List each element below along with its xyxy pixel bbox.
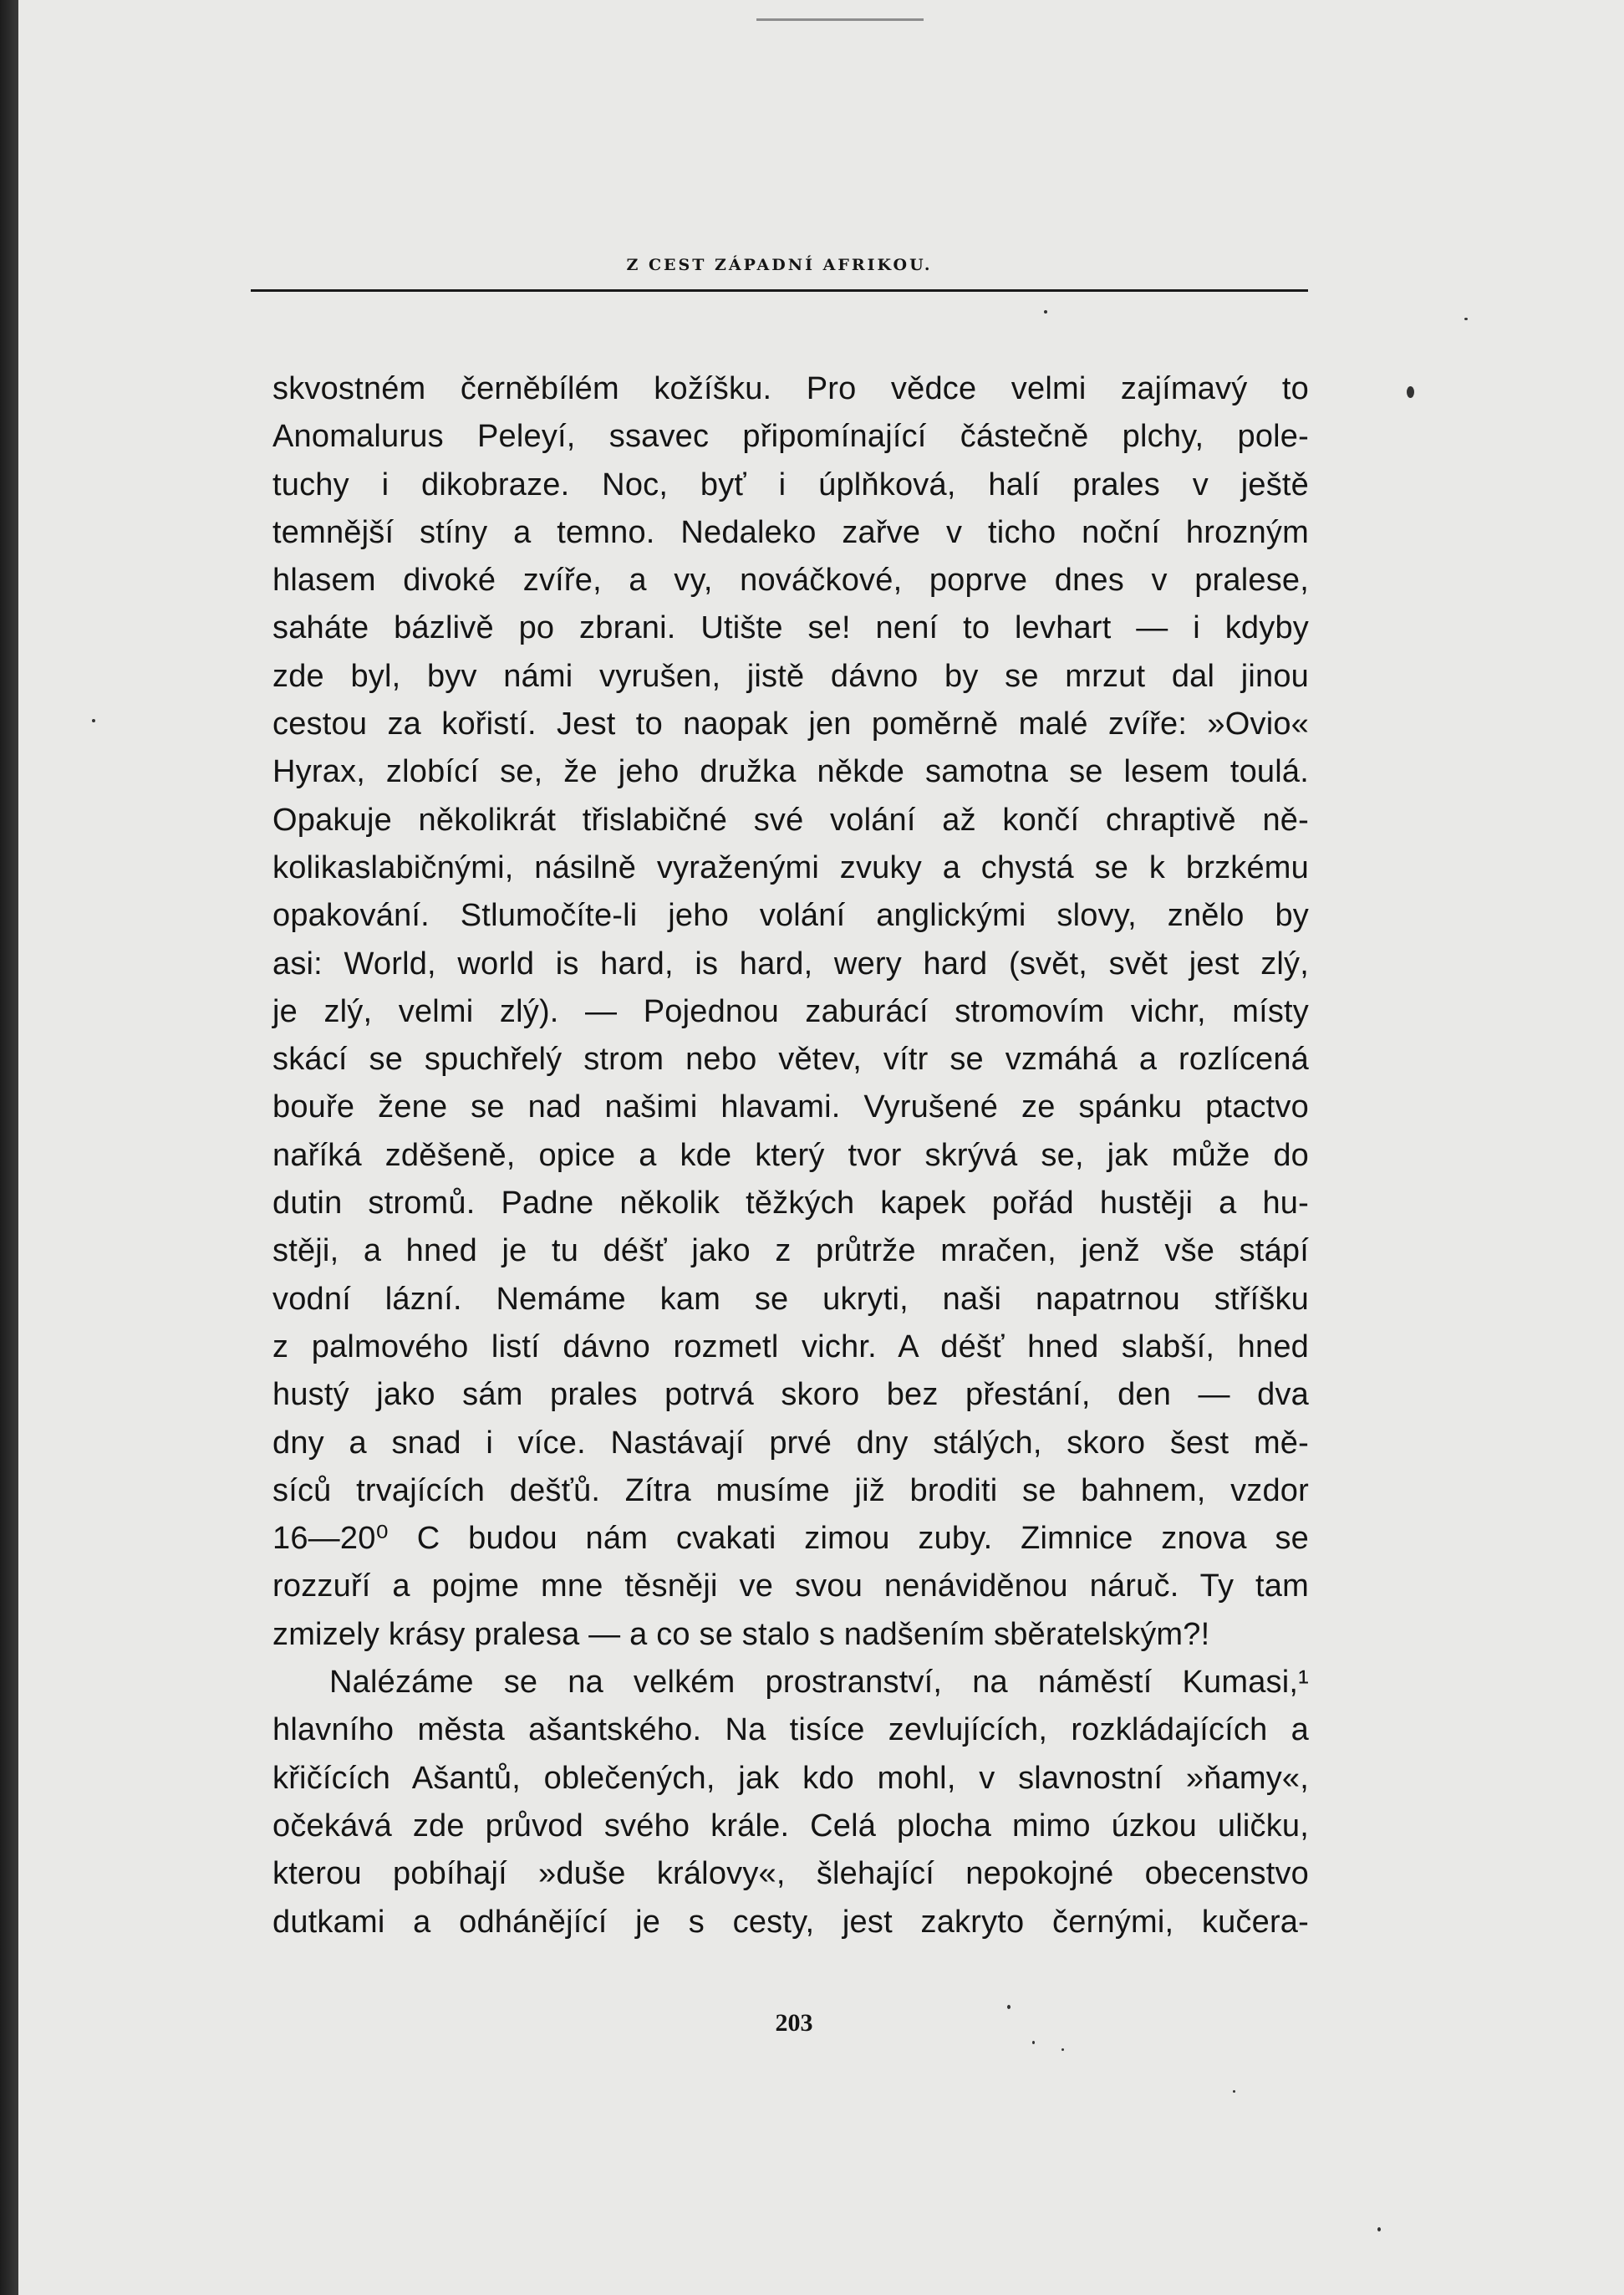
text-line: rozzuří a pojme mne těsněji ve svou nenáviděnou náruč. Ty tam <box>272 1568 1309 1604</box>
text-line: opakování. Stlumočíte-li jeho volání anglickými slovy, znělo by <box>272 898 1309 934</box>
text-line: očekává zde průvod svého krále. Celá plocha mimo úzkou uličku, <box>272 1808 1309 1844</box>
text-line: naříká zděšeně, opice a kde který tvor skrývá se, jak může do <box>272 1137 1309 1173</box>
page-number: 203 <box>775 2009 813 2037</box>
text-line: stěji, a hned je tu déšť jako z průtrže mračen, jenž vše stápí <box>272 1233 1309 1269</box>
paragraph-end-line: zmizely krásy pralesa — a co se stalo s nadšením sběratelským?! <box>272 1616 1210 1652</box>
scan-edge <box>0 0 18 2295</box>
ink-speck <box>92 719 95 722</box>
text-line: 16—20⁰ C budou nám cvakati zimou zuby. Zimnice znova se <box>272 1521 1309 1557</box>
text-line: kolikaslabičnými, násilně vyraženými zvuky a chystá se k brzkému <box>272 849 1309 885</box>
text-line: cestou za kořistí. Jest to naopak jen poměrně malé zvíře: »Ovio« <box>272 706 1309 742</box>
text-line: dutin stromů. Padne několik těžkých kapek pořád hustěji a hu- <box>272 1186 1309 1221</box>
text-line: Hyrax, zlobící se, že jeho družka někde samotna se lesem toulá. <box>272 754 1309 790</box>
text-line: hustý jako sám prales potrvá skoro bez přestání, den — dva <box>272 1377 1309 1413</box>
text-line: vodní lázní. Nemáme kam se ukryti, naši napatrnou stříšku <box>272 1281 1309 1317</box>
text-line: Anomalurus Peleyí, ssavec připomínající částečně plchy, pole- <box>272 419 1309 455</box>
text-line: hlasem divoké zvíře, a vy, nováčkové, poprve dnes v pralese, <box>272 563 1309 599</box>
ink-speck <box>1032 2041 1035 2044</box>
text-line: z palmového listí dávno rozmetl vichr. A déšť hned slabší, hned <box>272 1329 1309 1364</box>
text-line: zde byl, byv námi vyrušen, jistě dávno by se mrzut dal jinou <box>272 658 1309 694</box>
text-line: skácí se spuchřelý strom nebo větev, vítr se vzmáhá a rozlícená <box>272 1042 1309 1078</box>
text-line: temnější stíny a temno. Nedaleko zařve v ticho noční hrozným <box>272 514 1309 550</box>
header-rule <box>251 289 1308 292</box>
text-line: dny a snad i více. Nastávají prvé dny stálých, skoro šest mě- <box>272 1425 1309 1461</box>
scan-artifact-top <box>756 18 924 21</box>
text-line: je zlý, velmi zlý). — Pojednou zaburácí stromovím vichr, místy <box>272 993 1309 1029</box>
text-line: dutkami a odhánějící je s cesty, jest zakryto černými, kučera- <box>272 1904 1309 1940</box>
paragraph-start-line: Nalézáme se na velkém prostranství, na náměstí Kumasi,¹ <box>329 1665 1309 1701</box>
text-line: Opakuje několikrát třislabičné své volání až končí chraptivě ně- <box>272 802 1309 838</box>
text-line: křičících Ašantů, oblečených, jak kdo mohl, v slavnostní »ňamy«, <box>272 1760 1309 1796</box>
text-line: skvostném černěbílém kožíšku. Pro vědce velmi zajímavý to <box>272 371 1309 406</box>
ink-speck <box>1044 310 1047 314</box>
ink-speck <box>1233 2090 1235 2093</box>
text-line: síců trvajících dešťů. Zítra musíme již broditi se bahnem, vzdor <box>272 1472 1309 1508</box>
text-line: hlavního města ašantského. Na tisíce zevlujících, rozkládajících a <box>272 1712 1309 1748</box>
running-header: Z CEST ZÁPADNÍ AFRIKOU. <box>626 256 933 274</box>
ink-speck <box>1464 318 1468 320</box>
text-line: bouře žene se nad našimi hlavami. Vyrušené ze spánku ptactvo <box>272 1089 1309 1125</box>
ink-speck <box>1007 2005 1011 2009</box>
ink-speck <box>1061 2048 1064 2051</box>
body-text <box>272 365 1309 1946</box>
ink-speck <box>1377 2227 1381 2231</box>
text-line: kterou pobíhají »duše královy«, šlehající nepokojné obecenstvo <box>272 1856 1309 1892</box>
text-line: asi: World, world is hard, is hard, wery hard (svět, svět jest zlý, <box>272 946 1309 982</box>
text-line: tuchy i dikobraze. Noc, byť i úplňková, halí prales v ještě <box>272 467 1309 502</box>
ink-speck <box>1407 386 1414 398</box>
text-line: saháte bázlivě po zbrani. Utište se! není to levhart — i kdyby <box>272 610 1309 646</box>
